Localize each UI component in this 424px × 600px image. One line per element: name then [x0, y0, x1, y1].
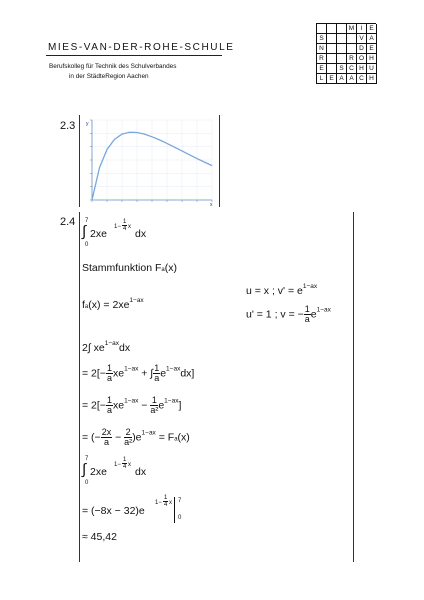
- logo-cell: S: [337, 64, 347, 74]
- logo-cell: [347, 44, 357, 54]
- step-3: = 2[− $\frac{1}{a}$ $xe^{1-ax}$ − $\frac{1}{\text{a²}}$ $e^{1-ax}$]: [82, 395, 182, 415]
- result: ≈ 45,42: [82, 531, 117, 543]
- integral-sign-2: ∫: [82, 461, 87, 478]
- eval-lower: 0: [178, 515, 182, 521]
- logo-cell: H: [357, 64, 367, 74]
- subtitle-line-2: in der StädteRegion Aachen: [69, 73, 149, 80]
- logo-cell: [317, 24, 327, 34]
- logo-cell: R: [347, 54, 357, 64]
- function-plot: [84, 116, 216, 206]
- logo-cell: [327, 64, 337, 74]
- school-logo: [316, 23, 376, 83]
- logo-cell: O: [357, 54, 367, 64]
- y-axis-label: y: [86, 121, 89, 127]
- logo-cell: L: [317, 74, 327, 84]
- school-name: MIES-VAN-DER-ROHE-SCHULE: [48, 42, 235, 53]
- integrand-exp-pre: 1−: [114, 224, 121, 230]
- subtitle-line-1: Berufskolleg für Technik des Schulverbandes: [49, 63, 177, 70]
- parts-u-vprime: u = x ; $v' = e^{1-ax}$: [246, 283, 318, 297]
- logo-cell: [327, 54, 337, 64]
- logo-cell: V: [357, 34, 367, 44]
- header-underline: [46, 55, 222, 56]
- logo-cell: E: [317, 64, 327, 74]
- integrand-2-dx: dx: [135, 466, 147, 478]
- logo-cell: [337, 54, 347, 64]
- logo-cell: [327, 44, 337, 54]
- section-2-4-number: 2.4: [60, 216, 76, 228]
- integrand-2-exp-var: x: [128, 462, 131, 468]
- int-upper: 7: [85, 218, 89, 224]
- logo-cell: [347, 34, 357, 44]
- logo-cell: H: [367, 74, 377, 84]
- logo-cell: E: [367, 24, 377, 34]
- logo-cell: N: [317, 44, 327, 54]
- left-rule-2-3: [79, 115, 80, 207]
- right-rule-2-3: [219, 115, 220, 207]
- left-rule-2-4: [79, 212, 80, 562]
- logo-cell: [327, 34, 337, 44]
- int2-upper: 7: [85, 456, 89, 462]
- integrand-2-exp-frac: $\frac{1}{4}$: [123, 457, 127, 470]
- int-lower: 0: [85, 242, 89, 248]
- parts-uprime-v: u' = 1 ; v = − $\frac{1}{a}$ $e^{1-ax}$: [246, 304, 331, 324]
- stammfunktion-label: Stammfunktion Fa(x): [82, 262, 177, 274]
- logo-cell: S: [317, 34, 327, 44]
- step-4: = (− $\frac{2x}{a}$ − $\frac{2}{\text{a²}}$ )$e^{1-ax} = Fa(x)$: [82, 427, 190, 447]
- step-2: = 2[− $\frac{1}{a}$ $xe^{1-ax}$ + ∫ $\frac{1}{a}$ $e^{1-ax}dx$]: [82, 363, 195, 383]
- integrand-2-exp-pre: 1−: [114, 462, 121, 468]
- integrand-dx: dx: [135, 228, 147, 240]
- section-2-3-number: 2.3: [60, 120, 76, 132]
- logo-cell: A: [367, 34, 377, 44]
- integrand-exp-frac: $\frac{1}{4}$: [123, 219, 127, 232]
- step-1: 2∫ $xe^{1-ax}dx$: [82, 340, 131, 354]
- logo-cell: R: [317, 54, 327, 64]
- eval-upper: 7: [178, 498, 182, 504]
- integral-sign: ∫: [82, 223, 87, 240]
- logo-cell: I: [357, 24, 367, 34]
- logo-cell: [337, 24, 347, 34]
- evaluation-expr: = (−8x − 32)e: [82, 505, 145, 517]
- logo-cell: A: [337, 74, 347, 84]
- logo-cell: C: [357, 74, 367, 84]
- eval-exp-pre: 1−: [155, 500, 162, 506]
- logo-cell: [337, 34, 347, 44]
- logo-cell: E: [327, 74, 337, 84]
- eval-exp-frac: $\frac{1}{4}$: [164, 495, 168, 508]
- x-axis-label: x: [210, 202, 213, 206]
- integrand-exp-var: x: [128, 224, 131, 230]
- logo-cell: M: [347, 24, 357, 34]
- integrand-2: 2xe: [90, 466, 107, 478]
- eval-bar: [174, 497, 175, 523]
- logo-cell: D: [357, 44, 367, 54]
- logo-cell: C: [347, 64, 357, 74]
- logo-cell: A: [347, 74, 357, 84]
- logo-cell: [327, 24, 337, 34]
- function-fa: $fa(x) = 2xe^{1-ax}$: [82, 297, 144, 311]
- logo-cell: U: [367, 64, 377, 74]
- eval-exp-var: x: [169, 500, 172, 506]
- logo-cell: [337, 44, 347, 54]
- integrand: 2xe: [90, 228, 107, 240]
- right-rule-2-4: [353, 212, 354, 562]
- int2-lower: 0: [85, 480, 89, 486]
- logo-cell: E: [367, 44, 377, 54]
- logo-cell: H: [367, 54, 377, 64]
